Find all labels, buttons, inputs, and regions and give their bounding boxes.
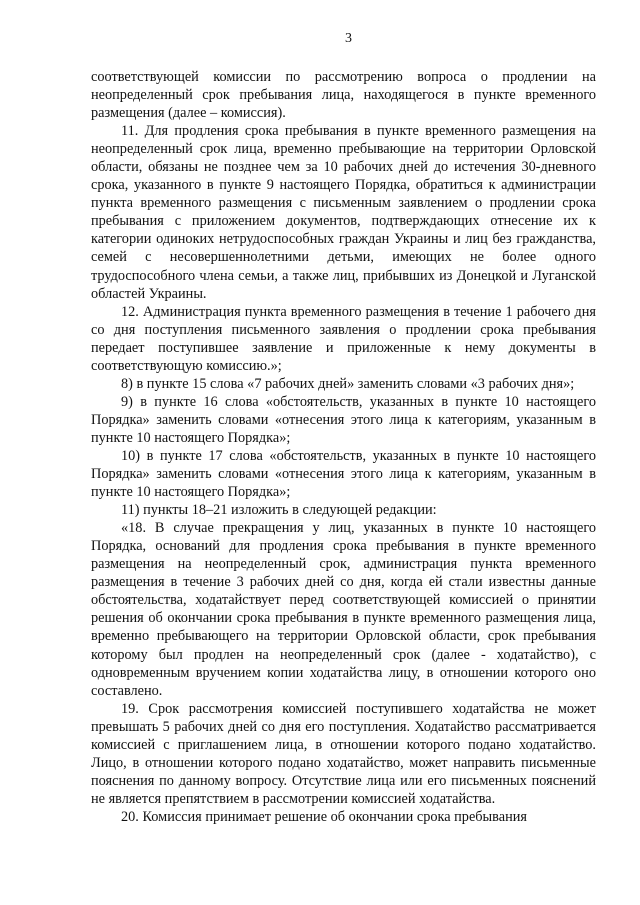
paragraph: «18. В случае прекращения у лиц, указанных в пункте 10 настоящего Порядка, оснований для продления срока пребывания в пункте временного размещения на неопределенный срок, администрация пункта временного размещения в течение 3 рабочих дней со дня, когда ей стали известны данные обстоятельства, ходатайствует перед соответствующей комиссией о принятии решения об окончании срока пребывания в пункте временного размещения лица, временно пребывающего на территории Орловской области, срок пребывания которому был продлен на неопределенный срок (далее - ходатайство), с одновременным вручением копии ходатайства лицу, в отношении которого оно составлено. — [91, 520, 596, 699]
paragraph: 8) в пункте 15 слова «7 рабочих дней» заменить словами «3 рабочих дня»; — [121, 375, 575, 392]
paragraph: 10) в пункте 17 слова «обстоятельств, указанных в пункте 10 настоящего Порядка» заменить словами «отнесения этого лица к категориям, указанным в пункте 10 настоящего Порядка»; — [91, 447, 596, 501]
paragraph: 19. Срок рассмотрения комиссией поступившего ходатайства не может превышать 5 рабочих дней со дня его поступления. Ходатайство рассматривается комиссией с приглашением лица, в отношении которого подано ходатайство. Лицо, в отношении которого подано ходатайство, может направить письменные пояснения по данному вопросу. Отсутствие лица или его письменных пояснений не является препятствием в рассмотрении комиссией ходатайства. — [91, 700, 596, 807]
paragraph: 11) пункты 18–21 изложить в следующей редакции: — [121, 502, 437, 519]
paragraph: соответствующей комиссии по рассмотрению вопроса о продлении на неопределенный срок пребывания лица, находящегося в пункте временного размещения (далее – комиссия). — [91, 69, 596, 122]
paragraph: 11. Для продления срока пребывания в пункте временного размещения на неопределенный срок лица, временно пребывающие на территории Орловской области, обязаны не позднее чем за 10 рабочих дней до истечения 30-дневного срока, указанного в пункте 9 настоящего Порядка, обратиться к администрации пункта временного размещения с письменным заявлением о продлении срока пребывания с приложением документов, подтверждающих отнесение их к категории одиноких нетрудоспособных граждан Украины и лиц без гражданства, семей с несовершеннолетними детьми, имеющих не более одного трудоспособного члена семьи, а также лиц, прибывших из Донецкой и Луганской областей Украины. — [91, 123, 596, 302]
document-body — [91, 68, 596, 826]
paragraph: 9) в пункте 16 слова «обстоятельств, указанных в пункте 10 настоящего Порядка» заменить словами «отнесения этого лица к категориям, указанным в пункте 10 настоящего Порядка»; — [91, 393, 596, 446]
page-number: 3 — [345, 31, 352, 46]
paragraph: 12. Администрация пункта временного размещения в течение 1 рабочего дня со дня поступления письменного заявления о продлении срока пребывания передает поступившее заявление и приложенные к нему документы в соответствующую комиссию.»; — [91, 303, 596, 374]
paragraph: 20. Комиссия принимает решение об окончании срока пребывания — [121, 808, 527, 825]
